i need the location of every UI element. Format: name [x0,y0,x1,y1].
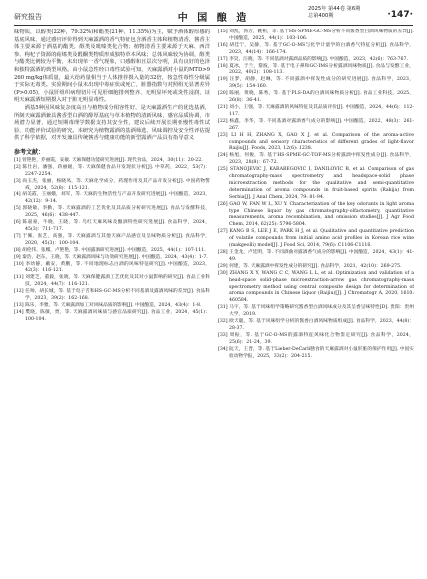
reference-entry: [10] 李幼静，戴安，黄鹏，等. 不同地理标志白酒的风味特征研究[J]. 中国酿造，2023，42(3)：116-121. [14,261,210,274]
reference-entry: [5] 郭晓敏，李勤，等. 天麻露酒的工艺优化及其品质分析研究进展[J]. 食品与发酵科技，2025，46(6)：438-447. [14,206,210,219]
reference-entry: [23] LI H H, ZHANG X, GAO X J, et al. Comparison of the aroma-active compounds and sensory characteristics of different grades of light-flavor Baijiu[J]. Foods, 2023, 12(6): 1238. [218,132,414,152]
reference-entry: [26] GAO W, FAN W L, XU Y. Characterization of the key odorants in light aroma type Chinese liquor by gas chromatography-olfactometry, quantitative measurements, aroma recombination, and omission studies[J]. J Agr Food Chem, 2014, 62(25): 5796-5804. [218,201,414,228]
total-issue-line: 总第400期 [308,13,334,19]
header-rule [14,25,413,26]
conclusion-paragraph: 酒基5种因风味复杂度高且与植物成分相容性好，是天麻露酒生产的优选基酒，所制天麻露酒兼具酱香型白酒的醇厚基底与草本植物的清新风味，感官品质协调，市场潜力显著，通过短期毒理学数据支持其安全性，建议后续开展长期亚慢性毒性试验、功能评价试验的研究。本研究为植物露酒的基酒筛选、风味调控及安全性评估提供了科学依据，对开发兼具传统酱香与健康功能的新型露酒产品具有指导意义 [14,104,210,142]
reference-entry: [15] 刘凯，汤芳，姚祖，等. 基于HS-SPME-GC-MS分析不同酱香型白酒风味物质的差异[J]. 中国酿造，2025，44(1)：103-106. [218,29,414,41]
reference-entry: [6] 陈嘉豪，牛晓，王晓，等. 乌红天麻风味及酿酒特性研究进展[J]. 食品科学，2024，45(3)：711-717. [14,220,210,232]
journal-title: 中 国 酿 造 [177,13,250,24]
references-list-right [218,29,414,361]
reference-entry: [16] 胡佳宁，吴静，等. 基于GC-O-MS与化学计量学的白酒香气特征分析[J]. 食品科学，2023，44(14)：166-174. [218,42,414,55]
reference-entry: [27] KANG B S, LEE J E, PARK H J, et al. Qualitative and quantitative prediction of volatile compounds from initial amino acid profiles in Korean rice wine (makgeolli) model[J]. J Food Sci, 2014, 79(6): C1106-C1116. [218,229,414,249]
reference-entry: [25] STANOJEVIC J, KARABEGOVIC I, DANILOVIC B, et al. Comparison of gas chromatography-mass spectrometry and headspace-solid phase microextraction methods for the qualitative and semi-quantitative determination of aroma compounds in fruit-based spirits (Rakija) from Serbia[J]. J Anal Chem, 2024, 79: 81-94. [218,167,414,200]
reference-entry: [19] 汪梦，胡静，赵琳，等. 不同露酒中挥发性成分的研究进展[J]. 食品科学，2023，39(5)：154-160. [218,77,414,90]
reference-entry: [8] 胡伦伟，张娜，卢艳艳，等. 中国露酒研究进展[J]. 中国酿造，2025，44(1)：107-111. [14,247,206,253]
reference-entry: [28] 王金龙，卢廷明，等. 不同酒曲对露酒香气成分的影响[J]. 中国酿造，2024，43(1)：41-49. [218,250,414,262]
issue-line: 2025年 第44卷 第6期 [308,6,361,12]
reference-entry: [34] 阮天，王晋，等. 基于Lieber-DeCarli膳食的天麻露酒对小鼠肝脏的保护作用[J]. 中国实验动物学报，2025，33(2)：204-215. [218,346,414,359]
reference-entry: [11] 刘建芝，董毅，张晓，等. 天麻保健露酒工艺优化及其对小鼠影响的研究[J]. 食品工业科技，2024，44(7)：116-121. [14,275,210,288]
reference-entry: [33] 周振，等. 基于GC-O-MS的露酒特征风味化合物鉴定研究[J]. 食品科学，2024，25(6)：21-24，39. [218,332,414,345]
reference-entry: [18] 夏冰，于兰，黎波，等. 基于电子鼻和GC-IMS分析露酒风味物质[J]. 食品与发酵工业，2022，40(2)：108-113. [218,63,414,76]
reference-entry: [21] 刘小，王强，等. 天麻露酒的风味特征及其品质评价[J]. 中国酿造，2024，44(6)：112-117. [218,104,414,117]
body-paragraph: 味物质，以醇类(22种，79.32%)和酯类(21种，11.35%)为主，赋予酒体醇厚感的基底风味，通过感官评价得到天麻露酒的香气特征包含酒香主体和植物清香，酱香主体主要来源于酒基的酯类，醇类及吡嗪类化合物；植物清香主要来源于天麻、西洋参、枸杞子资源的萜烯类及醛酮类物质形成独特草本风味；总体风味较为协调，醇类与酯类比例较为平衡，未出现单一香气现象，口感醇和且层次分明，具有良好的色泽和独特露酒的典型风格。由小鼠急性经口毒性试验可知，天麻露酒对小鼠的MTD>9 260 mg/kg体质量，最大给药量相当于人体推荐摄入量的32倍，按急性毒性分级属于实际无毒类。实验期间小鼠未出现中毒症状或死亡，脏器指数与对照组无显著差异(P>0.05)，小鼠肝组织病理切片可见肝细胞排列整齐、无明显坏死或炎性浸润，证明天麻露酒短期摄入对于脏无明显毒性。 [14,29,210,104]
issue-info [308,6,360,20]
reference-entry: [9] 秦浩，赵东，王晓，等. 天麻露酒风味与功效研究进展[J]. 中国酿造，2024，43(4)：1-7. [14,254,208,260]
reference-entry: [4] 胡美霞，王丽娥，刘军，等. 天麻的生物活性与产品开发研究进展[J]. 中国酿造，2023，42(12)：9-14. [14,192,210,205]
section-label: 研究报告 [14,13,42,21]
left-column [14,29,210,574]
reference-entry: [31] 马宇，等. 基于风味组学策略研究酱香型白酒风味成分及其呈香呈味特性[D]. 贵阳：贵州大学，2019. [218,305,414,318]
references-list-left [14,158,210,324]
reference-entry: [12] 任帅，胡长城，等. 基于电子舌和HS-GC-MS分析不同基酒及露酒风味的差异[J]. 食品科学，2023，39(2)：162-168. [14,289,210,302]
reference-entry: [20] 陈丽，黄晓，陈秀，等. 基于PLS-DA的白酒风味物质分析[J]. 食品工业科技，2025，26(8)：36-41. [218,91,414,104]
reference-entry: [1] 曾艳艳，乔丽霞，安敏. 天麻保健功能研究进展[J]. 现代食品，2024，30(11)：20-22. [14,157,203,163]
reference-entry: [13] 陈乐，李雅，等. 天麻露酒加工对风味品质的影响[J]. 中国酿造，2024，43(4)：1-8. [14,302,202,308]
running-header [0,0,427,30]
reference-entry: [14] 樊晓，陈敏，贾，等. 天麻露酒风味质与感官品质研究[J]. 食品工业，2024，45(1)：100-104. [14,309,210,322]
reference-entry: [3] 尚玉杰，张丽，杨晓凤，等. 天麻化学成分，药理作用及其产品开发分析[J]. 中国药物警戒，2024，52(8)：115-121. [14,178,210,191]
page-number: ·147· [387,10,413,20]
right-column [218,29,414,574]
reference-entry: [7] 于佩，张艺，高强，等. 天麻露酒与其他天麻产品感官及呈味物质分析[J]. 食品科学，2020，45(3)：100-104. [14,233,210,246]
reference-entry: [32] 欧天聪，等. 基于风味组学分析的酱香白酒风味物质组成[J]. 食品科学，2023，44(8)：28-37. [218,319,414,331]
reference-entry: [29] 何建，等. 天麻露酒中挥发性成分的研究[J]. 食品科学，2021，42(10)：269-275. [218,263,402,269]
reference-entry: [17] 李昊，汪晓，等. 不同基酒对露酒品质的影响[J]. 中国酿造，2023，42(6)：763-767. [218,56,408,62]
reference-entry: [24] 杨旭，何俊，等. 基于HS-SPME-GC-TOF-MS分析露酒中挥发性成分[J]. 食品科学，2023，28(8)：67-72. [218,153,414,166]
reference-entry: [22] 杨鑫，李华，等. 不同基酒对露酒香气成分的影响[J]. 中国酿造，2022，48(3)：261-267. [218,118,414,131]
reference-entry: [30] ZHANG X Y, WANG C C, WANG L L, et al. Optimization and validation of a head-space solid-phase microextraction-arrow gas chromatography-mass spectrometry method using central composite design for determination of aroma compounds in Chinese liquor (Baijiu)[J]. J Chromatogr A, 2020, 1610: 460584. [218,270,414,304]
references-heading: 参考文献： [14,148,45,156]
reference-entry: [2] 陈仕岩，潘强，蒋丽媛，等. 天麻保健食品开发现状分析[J]. 中草药，2022，53(7)：2247-2254. [14,164,210,177]
